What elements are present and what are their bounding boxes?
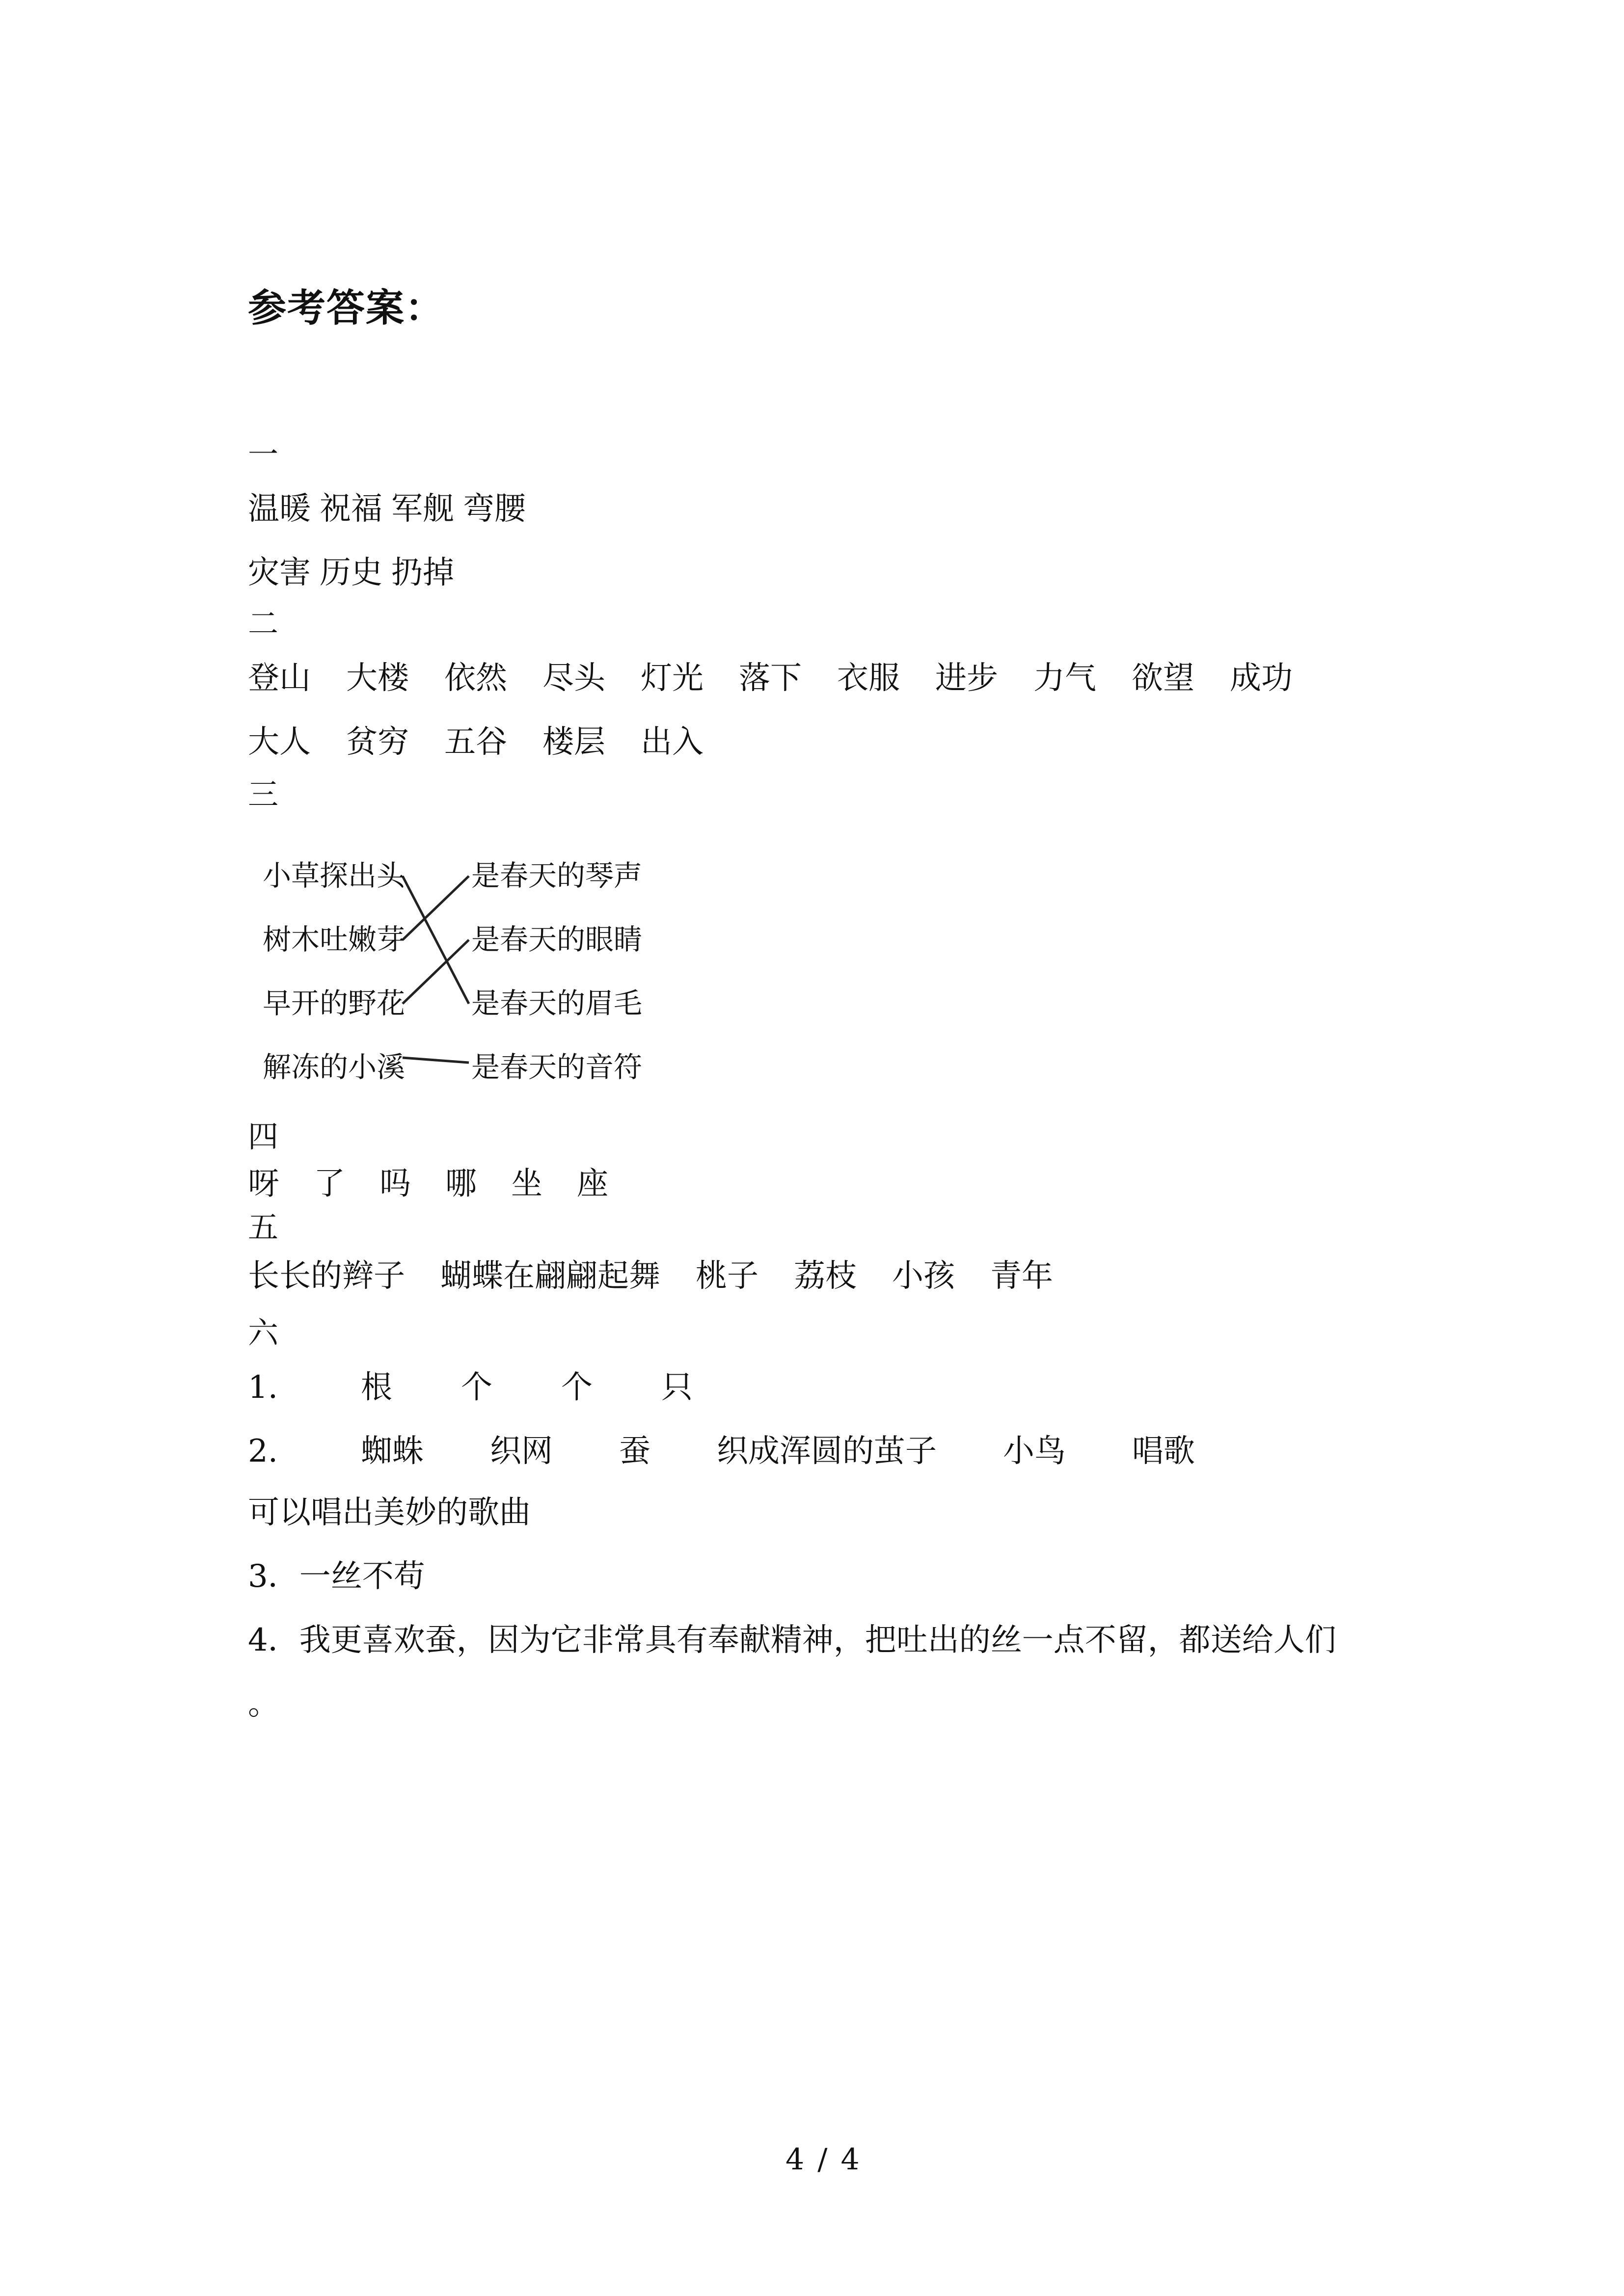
answer-word: 蝴蝶在翩翩起舞 (440, 1258, 660, 1294)
match-right-item: 是春天的眉毛 (471, 987, 643, 1020)
answer-word: 五谷 (444, 724, 507, 760)
page-number: 4 / 4 (785, 2142, 862, 2177)
match-left-item: 早开的野花 (263, 987, 406, 1020)
answer-word: 只 (661, 1369, 693, 1406)
question-4-end: 。 (248, 1686, 279, 1722)
answer-word: 小孩 (892, 1258, 955, 1294)
answer-word: 温暖 (248, 491, 311, 527)
match-line (403, 940, 469, 1004)
answer-word: 织成浑圆的茧子 (717, 1433, 937, 1469)
answer-word: 登山 (248, 660, 311, 696)
section-5-heading: 五 (248, 1209, 279, 1245)
section-1-line-2 (248, 555, 454, 591)
section-3-heading: 三 (248, 776, 279, 812)
answer-word: 青年 (990, 1258, 1053, 1294)
section-6-heading: 六 (248, 1315, 279, 1351)
answer-word: 织网 (490, 1433, 553, 1469)
match-left-item: 小草探出头 (263, 859, 406, 892)
match-line (403, 876, 469, 1004)
section-2-line-2 (248, 726, 704, 758)
answer-word: 落下 (739, 660, 802, 696)
answer-word: 尽头 (542, 660, 605, 696)
answer-word: 了 (314, 1166, 345, 1202)
answer-word: 唱歌 (1132, 1433, 1195, 1469)
answer-word: 哪 (445, 1166, 477, 1202)
answer-word: 历史 (320, 555, 382, 591)
answer-word: 根 (361, 1369, 392, 1406)
answer-word: 蜘蛛 (361, 1433, 424, 1469)
answer-word: 个 (561, 1369, 593, 1406)
answer-word: 吗 (379, 1166, 411, 1202)
section-1-line-1 (248, 493, 526, 525)
answer-word: 出入 (641, 724, 704, 760)
answer-word: 小鸟 (1003, 1433, 1066, 1469)
section-5-line-1 (248, 1260, 1053, 1292)
question-2-number: 2. (248, 1433, 278, 1469)
matching-diagram (248, 842, 670, 1097)
answer-word: 弯腰 (463, 491, 526, 527)
answer-word: 成功 (1230, 660, 1293, 696)
answer-word: 蚕 (619, 1433, 650, 1469)
answer-word: 进步 (935, 660, 998, 696)
answer-word: 衣服 (837, 660, 900, 696)
answer-word: 大人 (248, 724, 311, 760)
answer-word: 荔枝 (794, 1258, 857, 1294)
question-2 (248, 1433, 1195, 1469)
section-2-heading: 二 (248, 606, 279, 641)
question-3: 3．一丝不苟 (248, 1558, 425, 1595)
question-1-number: 1. (248, 1369, 278, 1406)
answer-word: 大楼 (346, 660, 409, 696)
question-1 (248, 1369, 693, 1406)
answer-word: 个 (461, 1369, 492, 1406)
match-left-item: 解冻的小溪 (263, 1050, 406, 1084)
question-2-continued: 可以唱出美妙的歌曲 (248, 1495, 531, 1531)
section-1-heading: 一 (248, 436, 279, 472)
answer-word: 灯光 (641, 660, 704, 696)
answer-word: 楼层 (542, 724, 605, 760)
answer-word: 呀 (248, 1166, 279, 1202)
answer-word: 依然 (444, 660, 507, 696)
answer-word: 坐 (511, 1166, 542, 1202)
answer-word: 桃子 (696, 1258, 758, 1294)
answer-word: 扔掉 (391, 555, 454, 591)
match-right-item: 是春天的琴声 (471, 859, 643, 892)
question-1-answers (361, 1369, 693, 1406)
answer-word: 灾害 (248, 555, 311, 591)
match-right-item: 是春天的音符 (471, 1050, 643, 1084)
question-4: 4．我更喜欢蚕，因为它非常具有奉献精神，把吐出的丝一点不留，都送给人们 (248, 1622, 1336, 1658)
answer-word: 座 (577, 1166, 608, 1202)
section-2-line-1 (248, 660, 1293, 696)
answer-word: 力气 (1033, 660, 1096, 696)
answer-word: 长长的辫子 (248, 1258, 405, 1294)
answer-word: 欲望 (1132, 660, 1194, 696)
match-right-item: 是春天的眼睛 (471, 923, 643, 956)
section-4-heading: 四 (248, 1119, 279, 1154)
answer-word: 祝福 (320, 491, 382, 527)
match-left-item: 树木吐嫩芽 (263, 923, 406, 956)
page-title: 参考答案： (248, 286, 445, 330)
answer-word: 贫穷 (346, 724, 409, 760)
answer-word: 军舰 (391, 491, 454, 527)
match-line (403, 876, 469, 940)
section-4-line-1 (248, 1168, 608, 1200)
question-2-answers (361, 1433, 1195, 1469)
match-line (403, 1058, 469, 1063)
